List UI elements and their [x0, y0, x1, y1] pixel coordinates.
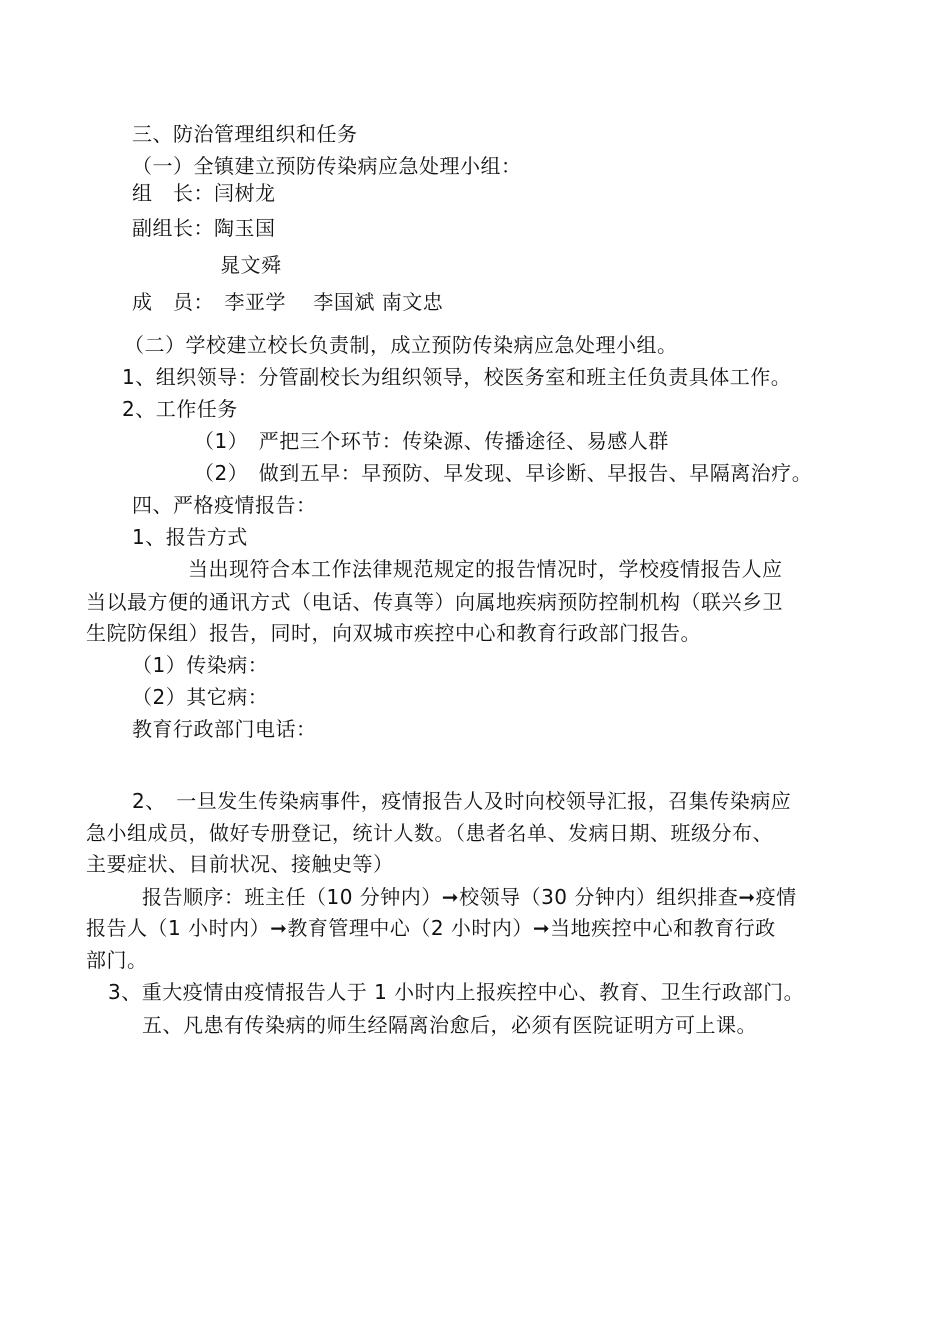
incident-para-line: 急小组成员，做好专册登记，统计人数。（患者名单、发病日期、班级分布、: [86, 821, 773, 845]
incident-para-line: 主要症状、目前状况、接触史等）: [86, 852, 394, 876]
org-leadership-item: 1、组织领导：分管副校长为组织领导，校医务室和班主任负责具体工作。: [122, 365, 792, 389]
members-line: 成 员： 李亚学 李国斌 南文忠: [132, 290, 444, 314]
leader-line: 组 长：闫树龙: [132, 181, 276, 205]
infectious-disease-item: （1）传染病：: [132, 653, 269, 677]
report-order-line: 报告顺序：班主任（10 分钟内）➞校领导（30 分钟内）组织排查➞疫情: [142, 885, 797, 909]
section3-heading: 三、防治管理组织和任务: [132, 122, 358, 146]
deputy-leader-name: 晁文舜: [220, 253, 282, 277]
task-1: （1） 严把三个环节：传染源、传播途径、易感人群: [194, 429, 669, 453]
group2-title: （二）学校建立校长负责制，成立预防传染病应急处理小组。: [124, 333, 678, 357]
other-disease-item: （2）其它病：: [132, 685, 269, 709]
report-method-para-line: 生院防保组）报告，同时，向双城市疾控中心和教育行政部门报告。: [86, 621, 701, 645]
section4-heading: 四、严格疫情报告：: [132, 493, 317, 517]
report-method-para-line: 当以最方便的通讯方式（电话、传真等）向属地疾病预防控制机构（联兴乡卫: [86, 590, 783, 614]
task-2: （2） 做到五早：早预防、早发现、早诊断、早报告、早隔离治疗。: [194, 461, 813, 485]
major-epidemic-item: 3、重大疫情由疫情报告人于 1 小时内上报疾控中心、教育、卫生行政部门。: [108, 980, 805, 1004]
report-method-para-line: 当出现符合本工作法律规范规定的报告情况时，学校疫情报告人应: [188, 557, 783, 581]
group1-title: （一）全镇建立预防传染病应急处理小组：: [132, 154, 522, 178]
incident-para-line: 2、 一旦发生传染病事件，疫情报告人及时向校领导汇报，召集传染病应: [132, 789, 792, 813]
deputy-leader-line: 副组长：陶玉国: [132, 216, 276, 240]
report-method-item: 1、报告方式: [132, 525, 248, 549]
education-dept-phone: 教育行政部门电话：: [132, 717, 317, 741]
work-tasks-item: 2、工作任务: [122, 397, 238, 421]
report-order-line: 部门。: [86, 948, 148, 972]
section5-heading: 五、凡患有传染病的师生经隔离治愈后，必须有医院证明方可上课。: [142, 1013, 757, 1037]
report-order-line: 报告人（1 小时内）➞教育管理中心（2 小时内）➞当地疾控中心和教育行政: [86, 916, 776, 940]
